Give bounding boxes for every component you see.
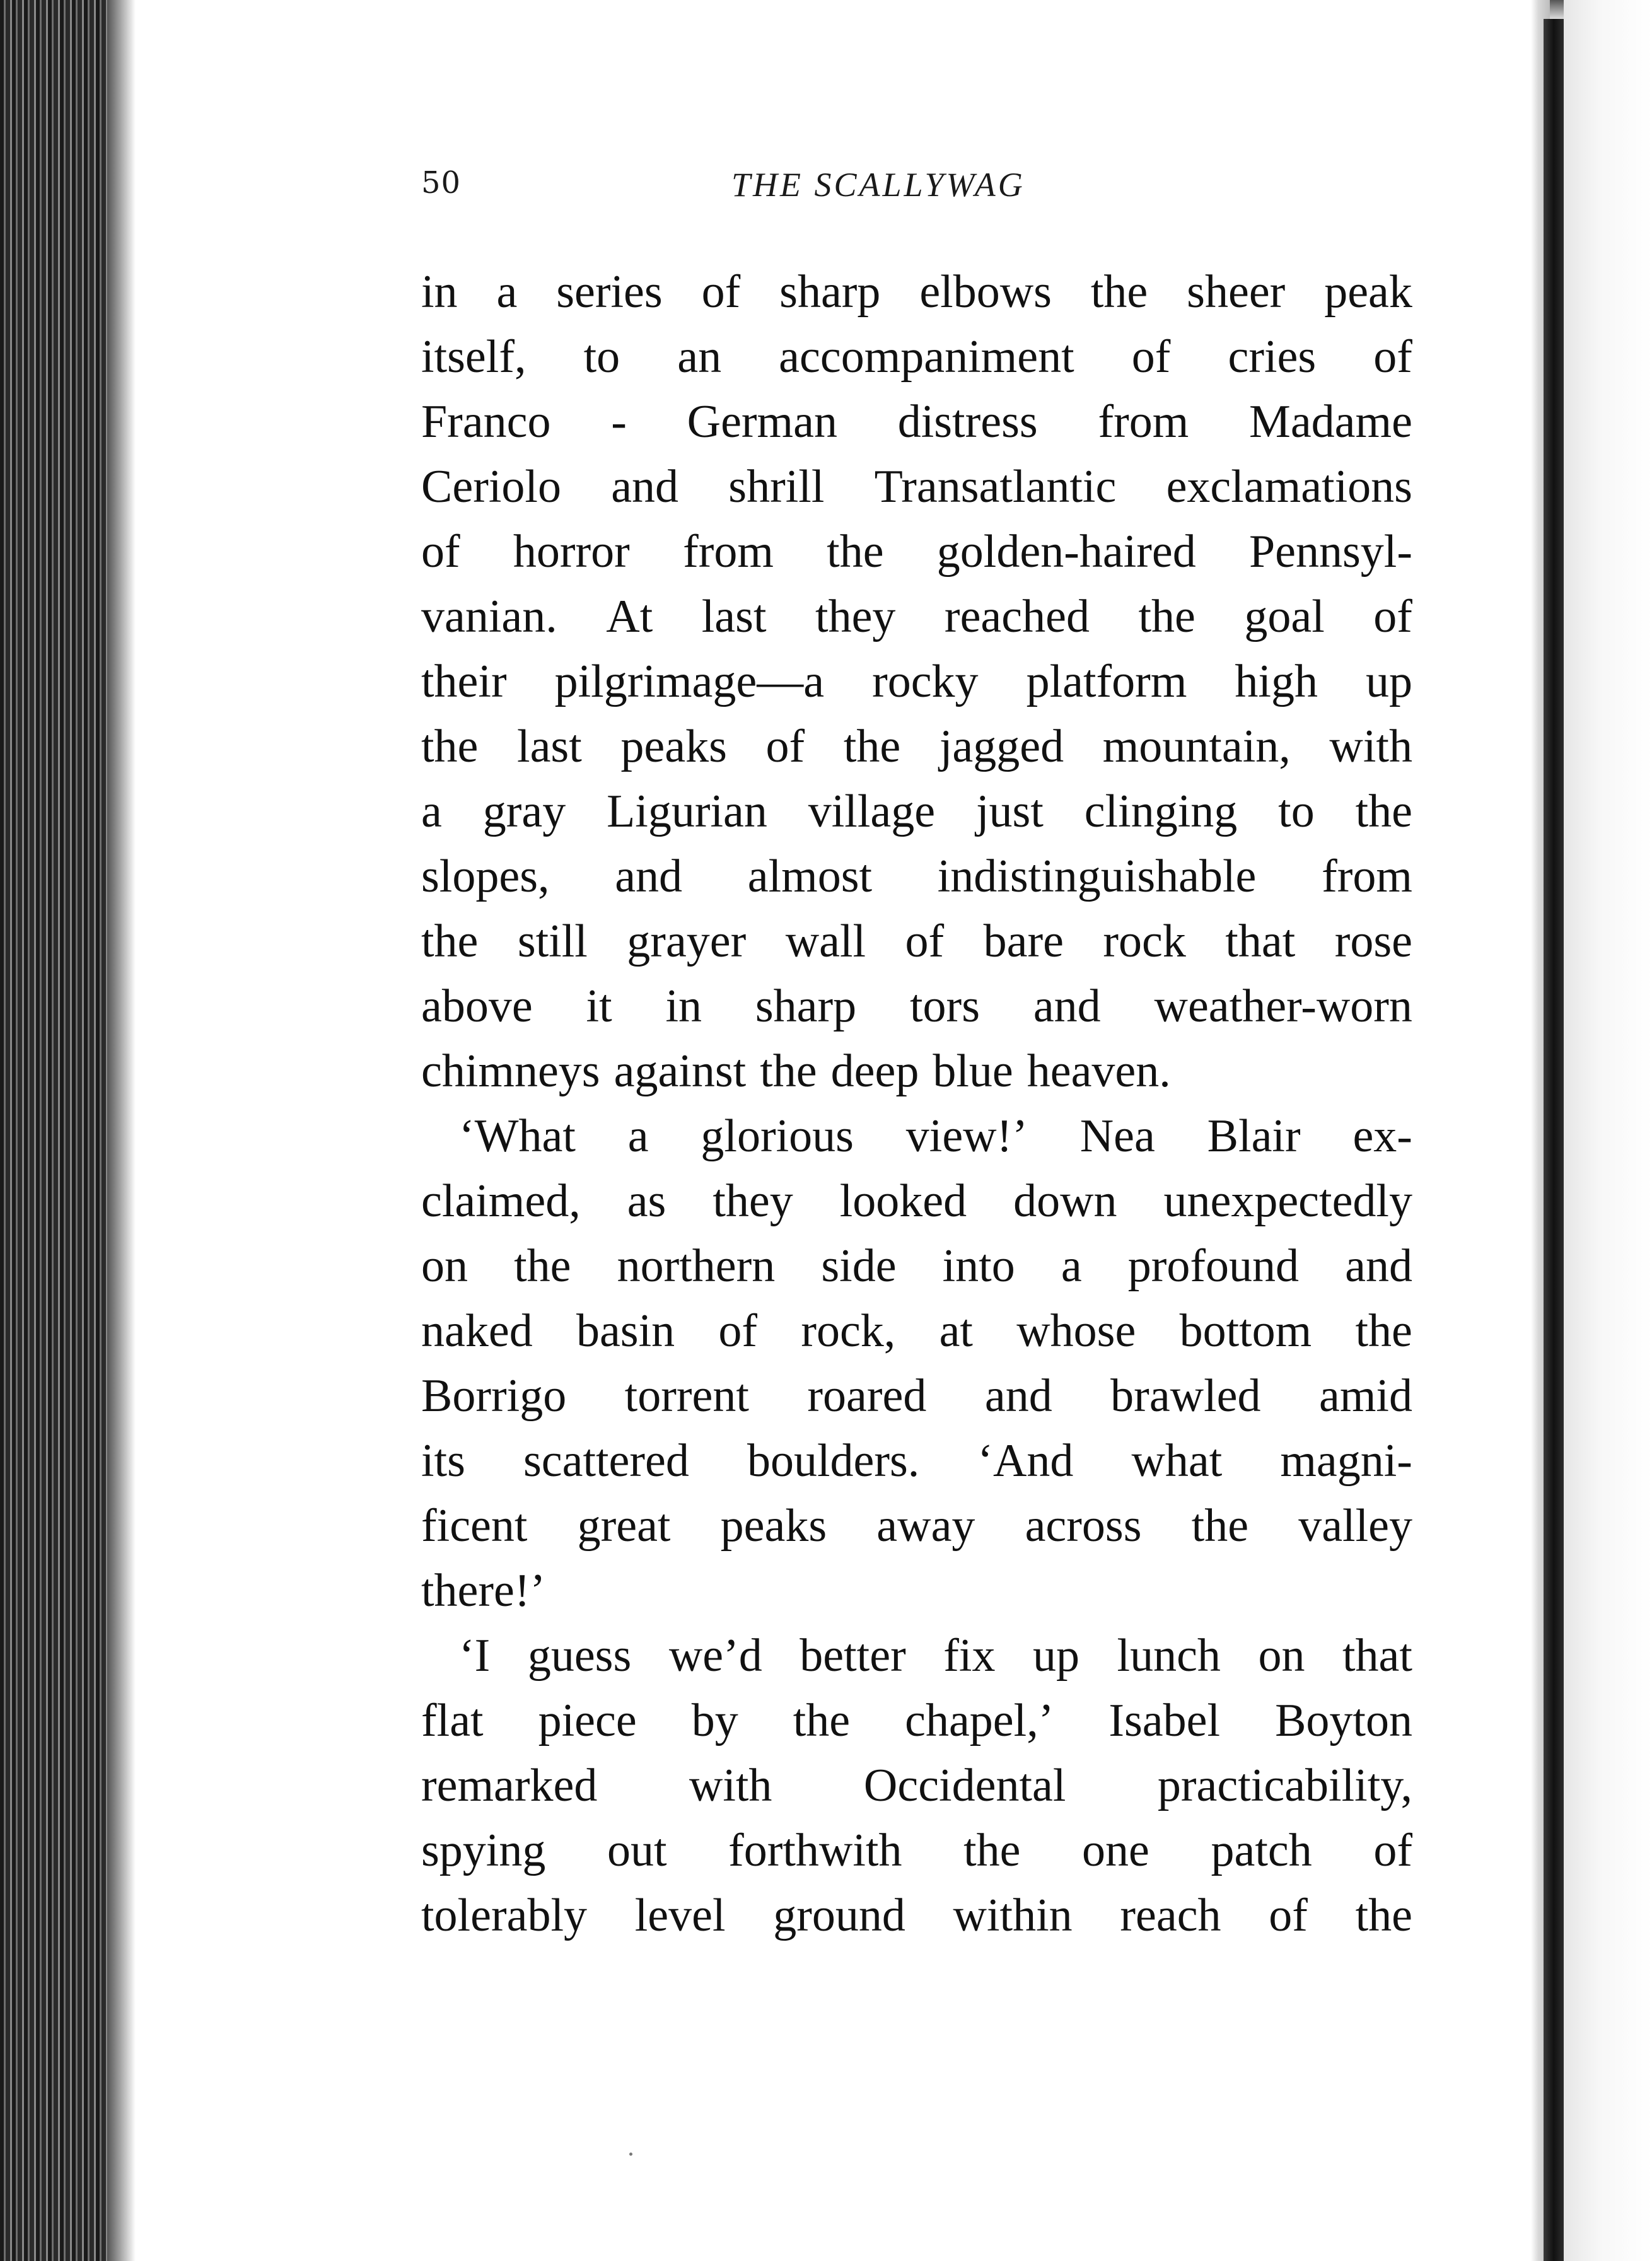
text-line: slopes, and almost indistinguishable from xyxy=(421,851,1412,902)
body-text xyxy=(421,260,1412,1948)
text-line: ‘I guess we’d better fix up lunch on that xyxy=(459,1630,1412,1682)
text-line: their pilgrimage—a rocky platform high up xyxy=(421,656,1412,707)
book-spine-bar xyxy=(1544,19,1564,2261)
text-line: itself, to an accompaniment of cries of xyxy=(421,331,1412,383)
text-line: claimed, as they looked down unexpectedly xyxy=(421,1175,1412,1227)
text-line: tolerably level ground within reach of the xyxy=(421,1890,1412,1941)
text-line: chimneys against the deep blue heaven. xyxy=(421,1045,1171,1097)
text-line: its scattered boulders. ‘And what magni- xyxy=(421,1435,1412,1487)
text-line: ficent great peaks away across the valley xyxy=(421,1500,1412,1552)
text-line: above it in sharp tors and weather-worn xyxy=(421,980,1412,1032)
text-line: vanian. At last they reached the goal of xyxy=(421,591,1412,642)
text-line: there!’ xyxy=(421,1565,546,1617)
page-gutter-shadow xyxy=(107,0,136,2261)
text-line: ‘What a glorious view!’ Nea Blair ex- xyxy=(459,1110,1412,1162)
facing-page-edge xyxy=(1564,0,1652,2261)
page-number: 50 xyxy=(421,165,462,201)
text-line: remarked with Occidental practicability, xyxy=(421,1760,1412,1811)
text-line: the last peaks of the jagged mountain, with xyxy=(421,721,1412,772)
text-line: Ceriolo and shrill Transatlantic exclamations xyxy=(421,461,1412,513)
text-line: a gray Ligurian village just clinging to the xyxy=(421,786,1412,837)
text-line: spying out forthwith the one patch of xyxy=(421,1825,1412,1876)
text-line: on the northern side into a profound and xyxy=(421,1240,1412,1292)
text-line: naked basin of rock, at whose bottom the xyxy=(421,1305,1412,1357)
text-line: in a series of sharp elbows the sheer peak xyxy=(421,266,1412,318)
running-title: THE SCALLYWAG xyxy=(731,166,1025,204)
speck-mark xyxy=(629,2153,632,2156)
text-line: of horror from the golden-haired Pennsyl- xyxy=(421,526,1412,578)
text-line: flat piece by the chapel,’ Isabel Boyton xyxy=(421,1695,1412,1747)
text-line: Borrigo torrent roared and brawled amid xyxy=(421,1370,1412,1422)
text-line: Franco - German distress from Madame xyxy=(421,396,1412,448)
running-head xyxy=(0,165,1652,216)
text-line: the still grayer wall of bare rock that rose xyxy=(421,915,1412,967)
